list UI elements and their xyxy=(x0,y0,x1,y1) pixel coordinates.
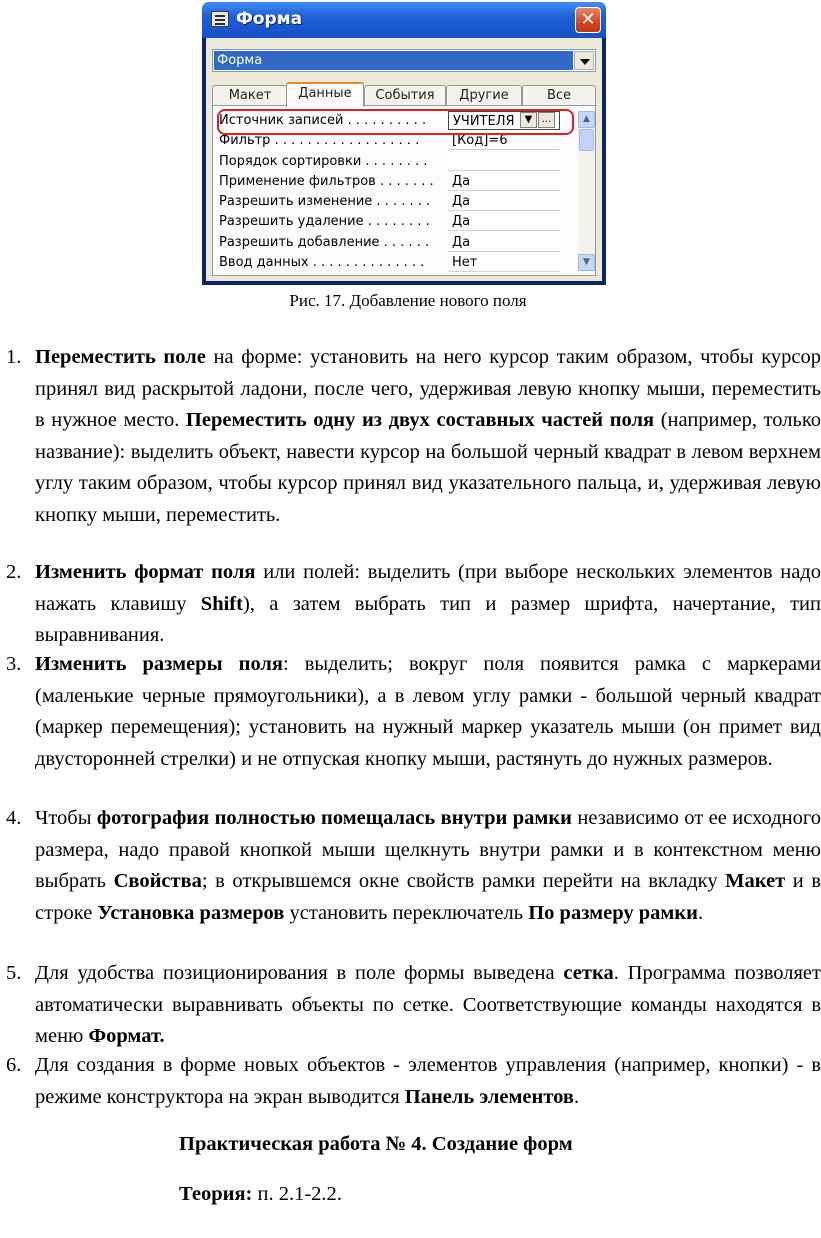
property-label: Разрешить удаление . . . . . . . . xyxy=(219,214,430,230)
property-value[interactable]: Нет xyxy=(448,253,560,272)
property-row-sort-order[interactable] xyxy=(219,152,561,172)
theory-text: п. 2.1-2.2. xyxy=(252,1183,342,1205)
list-item-text: Переместить поле на форме: установить на него курсор таким образом, чтобы курсор принял вид раскрытой ладони, после чего, удерживая левую кнопку мыши, переместить в нужное место. Переместить одну из двух составных частей поля (например, только название): выделить объект, навести курсор на большой черный квадрат в левом верхнем углу таким образом, чтобы курсор принял вид указательного пальца, и, удерживая левую кнопку мыши, переместить. xyxy=(35,346,821,526)
list-item-text: Чтобы фотография полностью помещалась внутри рамки независимо от ее исходного размера, надо правой кнопкой мыши щелкнуть внутри рамки и в контекстном меню выбрать Свойства; в открывшемся окне свойств рамки перейти на вкладку Макет и в строке Установка размеров установить переключатель По размеру рамки. xyxy=(35,807,821,924)
form-icon xyxy=(211,11,229,27)
property-grid xyxy=(219,111,561,273)
record-source-highlight xyxy=(217,109,574,135)
dropdown-arrow-icon[interactable]: ▼ xyxy=(520,112,537,128)
object-selector-combo[interactable] xyxy=(212,49,596,72)
tab-data[interactable]: Данные xyxy=(286,82,364,107)
list-item-text: Изменить размеры поля: выделить; вокруг поля появится рамка с маркерами (маленькие черные прямоугольники), а в левом углу рамки - большой черный квадрат (маркер перемещения); установить на нужный маркер указатель мыши (он примет вид двусторонней стрелки) и не отпуская кнопку мыши, растянуть до нужных размеров. xyxy=(35,653,821,770)
property-label: Фильтр . . . . . . . . . . . . . . . . . . xyxy=(219,133,420,149)
figure-caption: Рис. 17. Добавление нового поля xyxy=(289,291,527,310)
list-item-number: 4. xyxy=(6,807,22,829)
window-client xyxy=(206,38,602,281)
property-value[interactable]: Да xyxy=(448,233,560,252)
property-page xyxy=(212,105,596,276)
property-label: Разрешить изменение . . . . . . . xyxy=(219,194,431,210)
object-selector-value: Форма xyxy=(214,51,573,70)
property-sheet-window xyxy=(202,2,606,285)
property-label: Разрешить добавление . . . . . . xyxy=(219,234,430,250)
builder-button[interactable]: ... xyxy=(538,112,555,128)
list-item-number: 5. xyxy=(6,962,22,984)
property-row-data-entry[interactable] xyxy=(219,253,561,273)
property-value[interactable] xyxy=(448,152,560,171)
property-row-allow-additions[interactable] xyxy=(219,233,561,253)
list-item-text: Для создания в форме новых объектов - элементов управления (например, кнопки) - в режиме конструктора на экран выводится Панель элементов. xyxy=(35,1054,821,1108)
scroll-down-icon[interactable]: ▼ xyxy=(578,254,595,271)
tab-layout[interactable]: Макет xyxy=(212,85,288,106)
vertical-scrollbar[interactable] xyxy=(578,111,595,271)
tab-other[interactable]: Другие xyxy=(446,85,522,106)
property-value[interactable]: УЧИТЕЛЯ xyxy=(448,111,560,130)
property-value[interactable]: Да xyxy=(448,212,560,231)
scroll-up-icon[interactable]: ▲ xyxy=(578,111,595,128)
scroll-thumb[interactable] xyxy=(579,129,594,151)
property-label: Источник записей . . . . . . . . . . xyxy=(219,113,427,128)
window-title: Форма xyxy=(236,9,303,29)
property-label: Применение фильтров . . . . . . . xyxy=(219,173,434,189)
tab-events[interactable]: События xyxy=(364,85,446,106)
property-row-filter-on[interactable] xyxy=(219,172,561,192)
list-item-text: Для удобства позиционирования в поле формы выведена сетка. Программа позволяет автоматически выравнивать объекты по сетке. Соответствующие команды находятся в меню Формат. xyxy=(35,962,821,1047)
list-item-number: 2. xyxy=(6,561,22,583)
property-value[interactable]: Да xyxy=(448,192,560,211)
close-button[interactable]: ✕ xyxy=(575,7,601,33)
list-item-text: Изменить формат поля или полей: выделить (при выборе нескольких элементов надо нажать клавишу Shift), а затем выбрать тип и размер шрифта, начертание, тип выравнивания. xyxy=(35,561,821,646)
property-row-allow-edits[interactable] xyxy=(219,192,561,212)
window-titlebar[interactable] xyxy=(202,2,606,38)
property-value[interactable]: Да xyxy=(448,172,560,191)
property-value[interactable]: [Код]=6 xyxy=(448,131,560,150)
list-item-number: 6. xyxy=(6,1054,22,1076)
property-label: Порядок сортировки . . . . . . . . xyxy=(219,153,428,169)
property-row-allow-deletions[interactable] xyxy=(219,212,561,232)
theory-label: Теория: xyxy=(179,1183,253,1205)
chevron-down-icon[interactable] xyxy=(574,51,594,70)
theory-line xyxy=(179,1183,342,1206)
tab-all[interactable]: Все xyxy=(522,85,596,106)
list-item-number: 3. xyxy=(6,653,22,675)
property-tabs xyxy=(212,82,596,106)
section-heading: Практическая работа № 4. Создание форм xyxy=(179,1133,573,1155)
property-label: Ввод данных . . . . . . . . . . . . . . xyxy=(219,255,425,271)
list-item-number: 1. xyxy=(6,346,22,368)
